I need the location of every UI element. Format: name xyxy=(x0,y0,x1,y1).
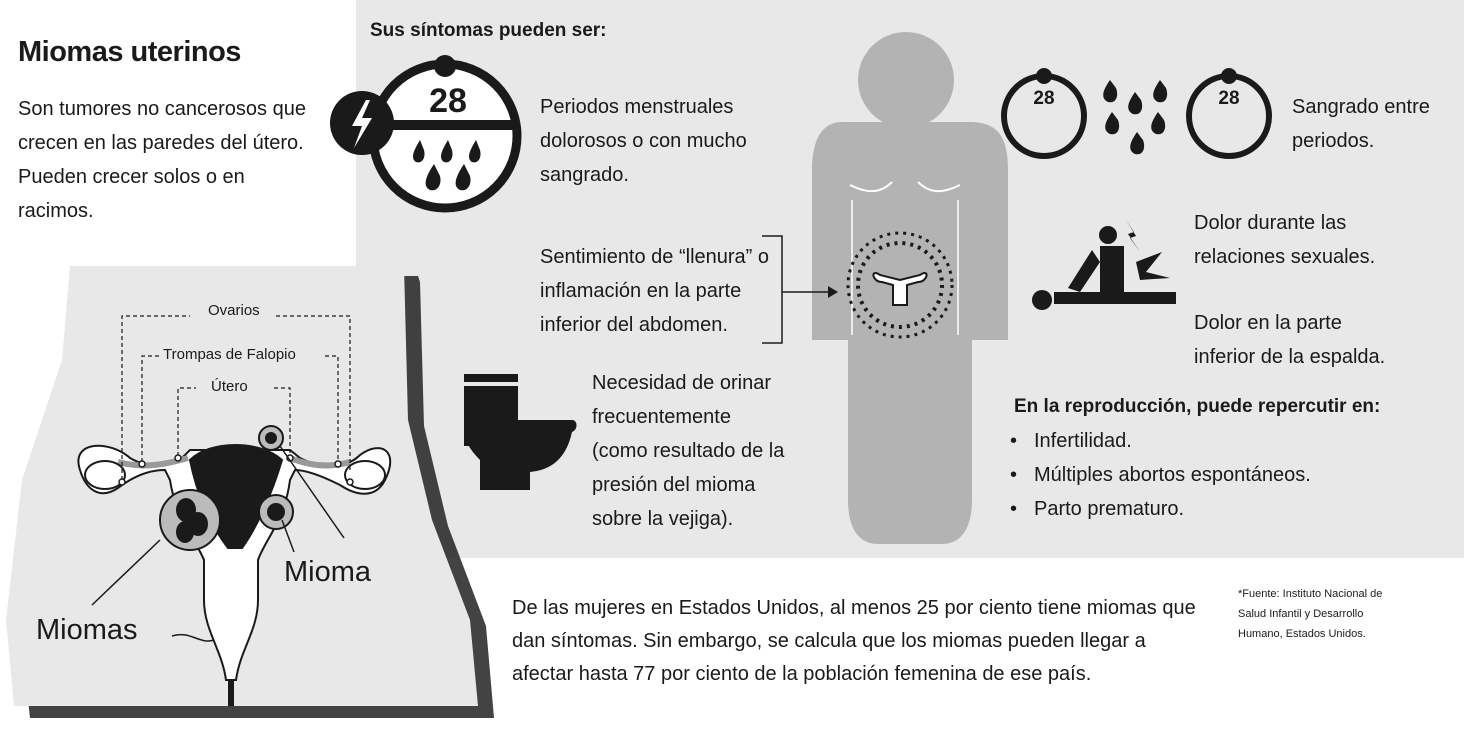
list-item: • Infertilidad. xyxy=(1010,424,1311,458)
symptom-bleeding-between: Sangrado entre periodos. xyxy=(1292,96,1430,152)
calendar-day-label-small-left: 28 xyxy=(1033,88,1055,109)
symptoms-heading: Sus síntomas pueden ser: xyxy=(370,20,607,41)
label-fibroid: Mioma xyxy=(284,556,372,588)
symptom-pain-sex: Dolor durante las relaciones sexuales. xyxy=(1194,212,1376,268)
symptom-back-pain: Dolor en la parte inferior de la espalda. xyxy=(1194,312,1386,368)
source-note: *Fuente: Instituto Nacional de Salud Infantil y Desarrollo Humano, Estados Unidos. xyxy=(1238,588,1383,640)
label-tubes: Trompas de Falopio xyxy=(160,346,299,363)
statistic-text: De las mujeres en Estados Unidos, al menos 25 por ciento tiene miomas que dan síntomas. Sin embargo, se calcula que los miomas pueden llegar a afectar hasta 77 por ciento de la población femenina de ese país. xyxy=(512,597,1196,685)
label-uterus: Útero xyxy=(208,378,251,395)
calendar-day-label: 28 xyxy=(429,82,467,120)
pain-sex-icon xyxy=(1032,220,1176,310)
intro-text: Son tumores no cancerosos que crecen en las paredes del útero. Pueden crecer solos o en racimos. xyxy=(18,98,306,222)
reproduction-heading: En la reproducción, puede repercutir en: xyxy=(1014,396,1381,417)
bleeding-between-icon xyxy=(1004,68,1269,156)
list-item: • Múltiples abortos espontáneos. xyxy=(1010,458,1311,492)
label-fibroids: Miomas xyxy=(36,614,138,646)
page-title: Miomas uterinos xyxy=(18,36,241,68)
symptom-periods: Periodos menstruales dolorosos o con mucho sangrado. xyxy=(540,96,747,186)
calendar-day-label-small-right: 28 xyxy=(1218,88,1240,109)
symptom-fullness: Sentimiento de “llenura” o inflamación en la parte inferior del abdomen. xyxy=(540,246,770,336)
label-ovaries: Ovarios xyxy=(205,302,263,319)
symptom-urination: Necesidad de orinar frecuentemente (como resultado de la presión del mioma sobre la vejiga). xyxy=(592,372,785,530)
toilet-icon xyxy=(464,374,577,490)
calendar-pain-icon xyxy=(330,55,517,208)
reproduction-list xyxy=(1010,424,1311,526)
female-figure xyxy=(812,32,1008,544)
list-item: • Parto prematuro. xyxy=(1010,492,1311,526)
